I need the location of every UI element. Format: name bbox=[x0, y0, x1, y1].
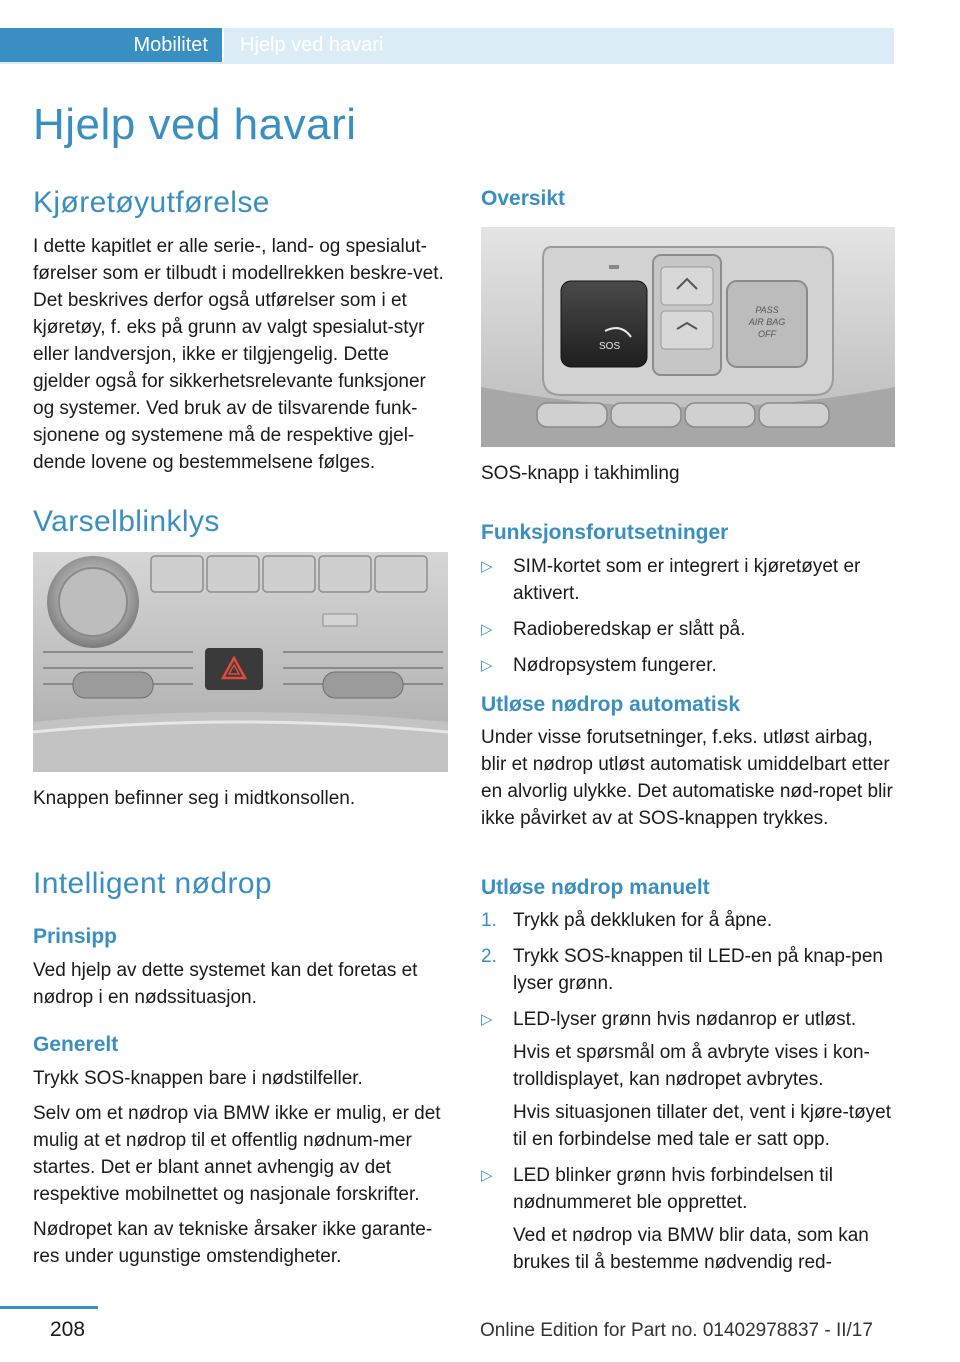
svg-text:OFF: OFF bbox=[758, 329, 776, 339]
hazard-button-photo bbox=[33, 552, 448, 772]
edition-note: Online Edition for Part no. 01402978837 - II/17 bbox=[480, 1320, 873, 1341]
triangle-bullet-icon: ▷ bbox=[481, 1167, 493, 1184]
page-number: 208 bbox=[50, 1318, 86, 1341]
triangle-bullet-icon: ▷ bbox=[481, 1011, 493, 1028]
triangle-bullet-icon: ▷ bbox=[481, 558, 493, 575]
principle-text: Ved hjelp av dette systemet kan det foretas et nødrop i en nødssituasjon. bbox=[33, 960, 418, 1008]
list-item: ▷ LED blinker grønn hvis forbindelsen til nødnummeret ble opprettet. Ved et nødrop via BMW blir data, som kan brukes til å bestemme nødvendig red- bbox=[481, 1162, 899, 1276]
manual-trigger-list bbox=[481, 907, 899, 1285]
general-text: Trykk SOS-knappen bare i nødstilfeller. Selv om et nødrop via BMW ikke er mulig, er det mulig at et nødrop til et offentlig nødnum-mer startes. Det er blant annet avhengig av det respektive mobilnettet og nasjonale forskrifter. Nødropet kan av tekniske årsaker ikke garante-res under ugunstige omstendigheter. bbox=[33, 1068, 441, 1267]
subheading-manual-trigger: Utløse nødrop manuelt bbox=[481, 876, 710, 899]
list-item: ▷ SIM-kortet som er integrert i kjøretøyet er aktivert. bbox=[481, 553, 899, 607]
step-number: 1. bbox=[481, 910, 497, 931]
step-number: 2. bbox=[481, 946, 497, 967]
section-heading-intelligent-emergency-call: Intelligent nødrop bbox=[33, 867, 273, 900]
header-tab-mobility: Mobilitet bbox=[0, 28, 222, 62]
section-heading-hazard-lights: Varselblinklys bbox=[33, 505, 220, 538]
hazard-photo-caption: Knappen befinner seg i midtkonsollen. bbox=[33, 788, 356, 809]
subheading-prerequisites: Funksjonsforutsetninger bbox=[481, 521, 729, 544]
header-divider bbox=[0, 62, 894, 64]
page-title: Hjelp ved havari bbox=[33, 100, 357, 149]
list-item: ▷ Radioberedskap er slått på. bbox=[481, 616, 899, 643]
list-item: ▷ LED-lyser grønn hvis nødanrop er utløst. Hvis et spørsmål om å avbryte vises i kon-trolldisplayet, kan nødropet avbrytes. Hvis situasjonen tillater det, vent i kjøre-tøyet til en forbindelse med tale er satt opp. bbox=[481, 1006, 899, 1153]
sos-photo-caption: SOS-knapp i takhimling bbox=[481, 463, 680, 484]
subheading-overview: Oversikt bbox=[481, 187, 566, 210]
triangle-bullet-icon: ▷ bbox=[481, 621, 493, 638]
vehicle-version-text: I dette kapitlet er alle serie-, land- og spesialut-førelser som er tilbudt i modellrekken beskre-vet. Det beskrives derfor også utførelser som i et kjøretøy, f. eks på grunn av valgt spesialut-styr eller landversjon, ikke er tilgjengelig. Dette gjelder også for sikkerhetsrelevante funksjoner og systemer. Ved bruk av de tilsvarende funk-sjonene og systemene må de respektive gjel-dende lovene og bestemmelsene følges. bbox=[33, 236, 444, 473]
prerequisites-list bbox=[481, 553, 899, 688]
triangle-bullet-icon: ▷ bbox=[481, 657, 493, 674]
header-tab-breakdown-help: Hjelp ved havari bbox=[224, 28, 894, 62]
list-item: 2. Trykk SOS-knappen til LED-en på knap-pen lyser grønn. bbox=[481, 943, 899, 997]
page-number-bar bbox=[0, 1306, 98, 1309]
subheading-general: Generelt bbox=[33, 1033, 119, 1056]
sos-label: SOS bbox=[599, 341, 621, 352]
sos-button-photo bbox=[481, 227, 895, 447]
list-item: 1. Trykk på dekkluken for å åpne. bbox=[481, 907, 899, 934]
list-item: ▷ Nødropsystem fungerer. bbox=[481, 652, 899, 679]
svg-text:PASS: PASS bbox=[755, 305, 779, 315]
section-heading-vehicle-version: Kjøretøyutførelse bbox=[33, 186, 270, 219]
subheading-automatic-trigger: Utløse nødrop automatisk bbox=[481, 693, 741, 716]
subheading-principle: Prinsipp bbox=[33, 925, 118, 948]
svg-text:AIR BAG: AIR BAG bbox=[748, 317, 786, 327]
automatic-trigger-text: Under visse forutsetninger, f.eks. utløst airbag, blir et nødrop utløst automatisk umiddelbart etter en alvorlig ulykke. Det automatiske nød-ropet blir ikke påvirket av at SOS-knappen trykkes. bbox=[481, 727, 893, 829]
